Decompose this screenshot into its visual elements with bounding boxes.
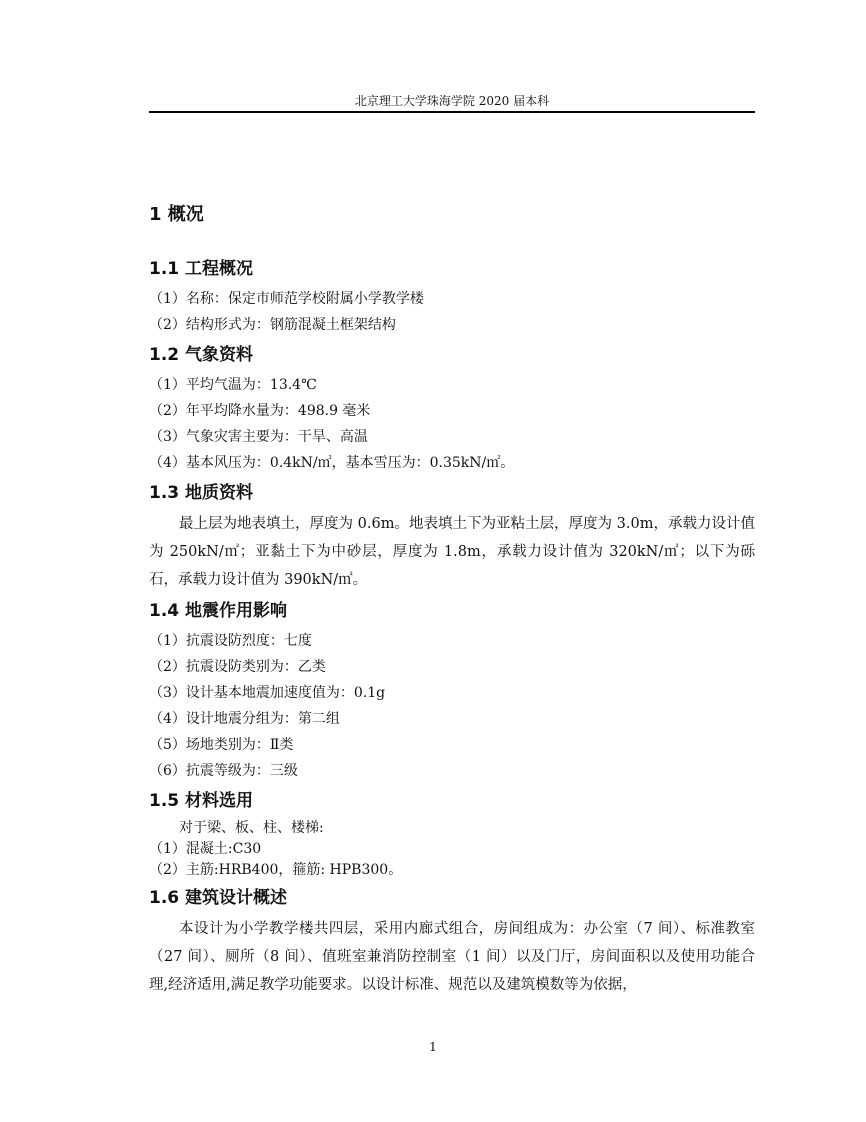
list-item: （6）抗震等级为：三级 xyxy=(149,763,298,779)
section-title-1-5: 1.5 材料选用 xyxy=(149,791,254,811)
list-item: （3）设计基本地震加速度值为：0.1g xyxy=(149,685,386,701)
document-body xyxy=(149,200,755,999)
list-item: （1）平均气温为：13.4℃ xyxy=(149,377,317,393)
materials-intro: 对于梁、板、柱、楼梯: xyxy=(179,820,324,836)
list-item: （2）抗震设防类别为：乙类 xyxy=(149,659,326,675)
list-item: （1）抗震设防烈度：七度 xyxy=(149,633,312,649)
list-item: （1）混凝土:C30 xyxy=(149,841,262,857)
section-title-1-1: 1.1 工程概况 xyxy=(149,259,254,279)
list-item: （5）场地类别为：Ⅱ类 xyxy=(149,737,294,753)
section-title-1-4: 1.4 地震作用影响 xyxy=(149,601,288,621)
list-item: （2）主筋:HRB400，箍筋: HPB300。 xyxy=(149,862,403,878)
list-item: （2）年平均降水量为：498.9 毫米 xyxy=(149,403,371,419)
list-item: （3）气象灾害主要为：干旱、高温 xyxy=(149,429,368,445)
list-item: （4）设计地震分组为：第二组 xyxy=(149,711,340,727)
list-item: （1）名称：保定市师范学校附属小学教学楼 xyxy=(149,291,424,307)
design-overview-paragraph: 本设计为小学教学楼共四层，采用内廊式组合，房间组成为：办公室（7 间）、标准教室（27 间）、厕所（8 间）、值班室兼消防控制室（1 间）以及门厅，房间面积以及使用功能合理,经济适用,满足教学功能要求。以设计标准、规范以及建筑模数等为依据， xyxy=(149,921,755,993)
page-number: 1 xyxy=(429,1040,437,1054)
chapter-title: 1 概况 xyxy=(149,204,204,225)
section-title-1-2: 1.2 气象资料 xyxy=(149,345,254,365)
page-header: 北京理工大学珠海学院 2020 届本科 xyxy=(149,93,755,113)
geology-paragraph: 最上层为地表填土，厚度为 0.6m。地表填土下为亚粘土层，厚度为 3.0m，承载力设计值为 250kN/㎡；亚黏土下为中砂层，厚度为 1.8m，承载力设计值为 320kN/㎡；以下为砾石，承载力设计值为 390kN/㎡。 xyxy=(149,516,755,588)
section-title-1-3: 1.3 地质资料 xyxy=(149,483,254,503)
list-item: （2）结构形式为：钢筋混凝土框架结构 xyxy=(149,317,396,333)
list-item: （4）基本风压为：0.4kN/㎡，基本雪压为：0.35kN/㎡。 xyxy=(149,455,515,471)
section-title-1-6: 1.6 建筑设计概述 xyxy=(149,888,288,908)
